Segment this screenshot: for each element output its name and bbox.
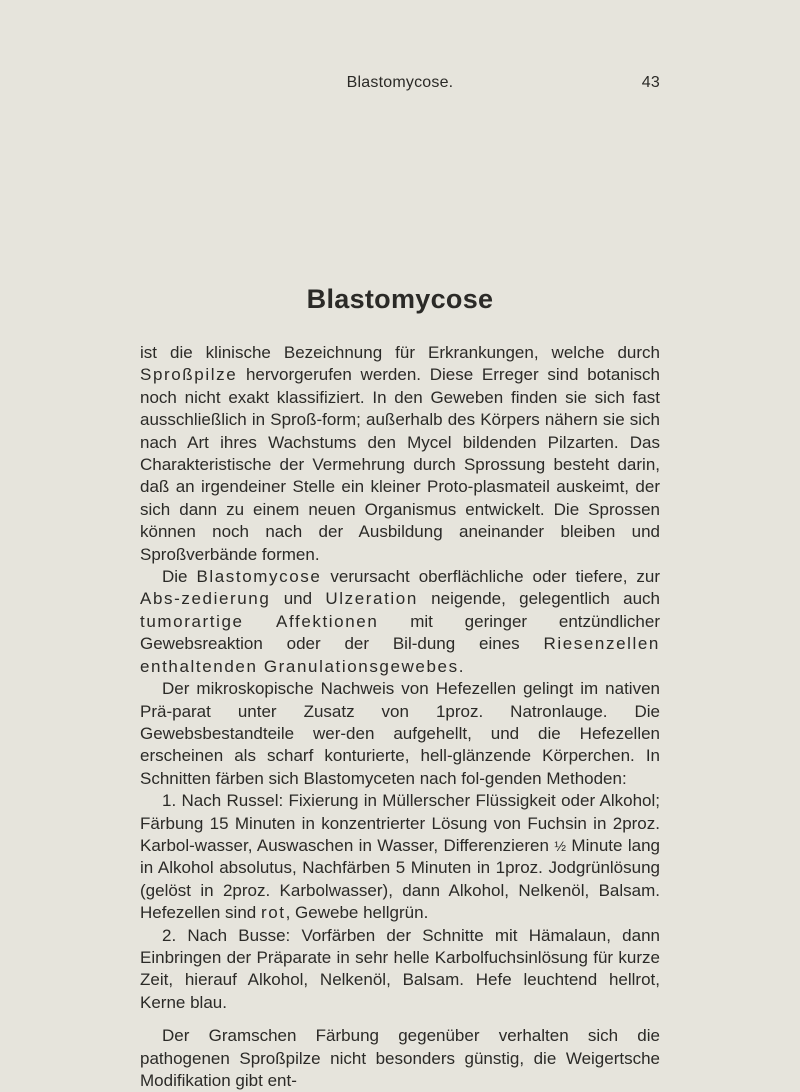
text-run: . [458,656,464,676]
paragraph-3: Der mikroskopische Nachweis von Hefezellen gelingt im nativen Prä-parat unter Zusatz von 1proz. Natronlauge. Die Gewebsbestandteile wer-den aufgehellt, und die Hefezellen erscheinen als scharf konturierte, hell-glänzende Körperchen. In Schnitten färben sich Blastomyceten nach fol-genden Methoden: [140,679,660,788]
emphasis-term: Sproßpilze [140,365,238,385]
emphasis-term: Ulzeration [325,589,418,609]
paragraph-1 [140,342,660,566]
paragraph-4 [140,790,660,924]
paragraph-2 [140,566,660,678]
fraction: ½ [554,837,567,854]
emphasis-term: Abs-zedierung [140,589,271,609]
page-number: 43 [641,74,660,91]
text-run: Minute lang in Alkohol absolutus, Nachfärben 5 Minuten in 1proz. Jodgrünlösung (gelöst in 2proz. Karbolwasser), dann Alkohol, Nelkenöl, Balsam. Hefezellen sind [140,835,660,923]
chapter-title: Blastomycose [306,284,494,314]
text-run: Die [162,567,197,587]
emphasis-term: Riesenzellen enthaltenden Granulationsgewebes [140,634,660,676]
text-run: neigende, gelegentlich auch [417,589,661,609]
text-run: hervorgerufen werden. Diese Erreger sind botanisch noch nicht exakt klassifiziert. In den Geweben finden sie sich fast ausschließlich in Sproß-form; außerhalb des Körpers nähern sie sich nach Art ihres Wachstums den Mycel bildenden Pilzarten. Das Charakteristische der Vermehrung durch Sprossung besteht darin, daß an irgendeiner Stelle ein kleiner Proto-plasmateil auskeimt, der sich dann zu einem neuen Organismus entwickelt. Die Sprossen können noch nach der Ausbildung aneinander bleiben und Sproßverbände formen. [140,365,660,564]
text-run: ist die klinische Bezeichnung für Erkrankungen, welche durch [140,343,660,362]
paragraph-5: 2. Nach Busse: Vorfärben der Schnitte mit Hämalaun, dann Einbringen der Präparate in sehr helle Karbolfuchsinlösung für kurze Zeit, hierauf Alkohol, Nelkenöl, Balsam. Hefe leuchtend hellrot, Kerne blau. [140,925,660,1012]
text-run: mit geringer entzündlicher Gewebsreaktion oder der Bil-dung eines [140,611,660,654]
text-run: , Gewebe hellgrün. [285,903,429,923]
paragraph-6: Der Gramschen Färbung gegenüber verhalten sich die pathogenen Sproßpilze nicht besonders günstig, die Weigertsche Modifikation gibt ent- [140,1026,660,1090]
running-title: Blastomycose. [346,74,454,91]
text-run: und [270,589,326,609]
emphasis-term: Blastomycose [196,567,322,587]
emphasis-term: tumorartige Affektionen [140,611,379,631]
body-text [140,342,660,1092]
emphasis-term: rot [260,903,286,923]
text-run: 1. Nach Russel: Fixierung in Müllerscher Flüssigkeit oder Alkohol; Färbung 15 Minuten in konzentrierter Lösung von Fuchsin in 2proz. Karbol-wasser, Auswaschen in Wasser, Differenzieren [140,791,660,855]
text-run: verursacht oberflächliche oder tiefere, zur [321,567,660,587]
